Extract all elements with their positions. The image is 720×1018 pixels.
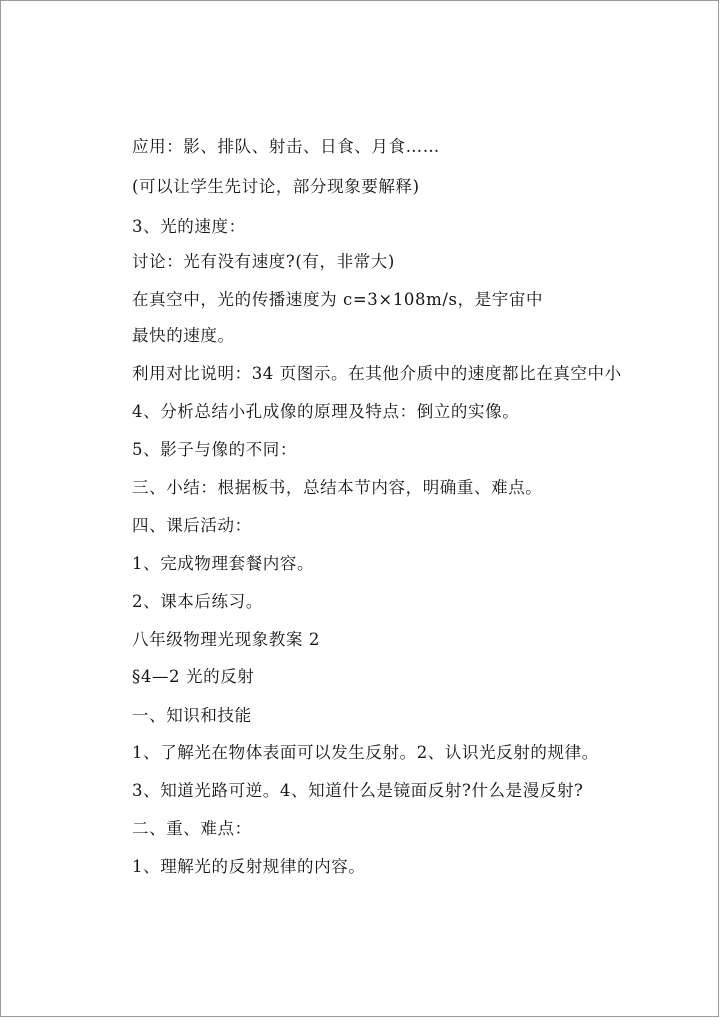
text-line-objectives-1: 1、了解光在物体表面可以发生反射。2、认识光反射的规律。 [132,743,599,762]
text-line-comparison: 利用对比说明：34 页图示。在其他介质中的速度都比在真空中小 [132,364,622,383]
text-line-objectives-2: 3、知道光路可逆。4、知道什么是镜面反射?什么是漫反射? [132,781,584,800]
text-line-shadow-image: 5、影子与像的不同： [132,440,297,459]
text-line-discussion-note: (可以让学生先讨论，部分现象要解释) [132,177,420,196]
text-line-discussion-speed: 讨论：光有没有速度?(有，非常大) [132,252,395,271]
text-line-key-point-1: 1、理解光的反射规律的内容。 [132,857,366,876]
text-line-summary: 三、小结：根据板书，总结本节内容，明确重、难点。 [132,478,543,497]
text-line-after-class-heading: 四、课后活动： [132,516,252,535]
text-line-vacuum-speed: 在真空中，光的传播速度为 c=3×108m/s，是宇宙中 [132,290,544,309]
text-line-application: 应用：影、排队、射击、日食、月食…… [132,137,440,156]
text-line-pinhole-summary: 4、分析总结小孔成像的原理及特点：倒立的实像。 [132,402,520,421]
text-line-knowledge-heading: 一、知识和技能 [132,706,252,725]
text-line-homework-1: 1、完成物理套餐内容。 [132,554,315,573]
text-line-light-speed-heading: 3、光的速度： [132,217,246,236]
text-line-fastest-speed: 最快的速度。 [132,326,235,345]
text-line-lesson-title: 八年级物理光现象教案 2 [132,630,320,649]
text-line-reflection-section: §4—2 光的反射 [132,667,255,686]
text-line-homework-2: 2、课本后练习。 [132,592,263,611]
text-line-key-points-heading: 二、重、难点： [132,819,252,838]
